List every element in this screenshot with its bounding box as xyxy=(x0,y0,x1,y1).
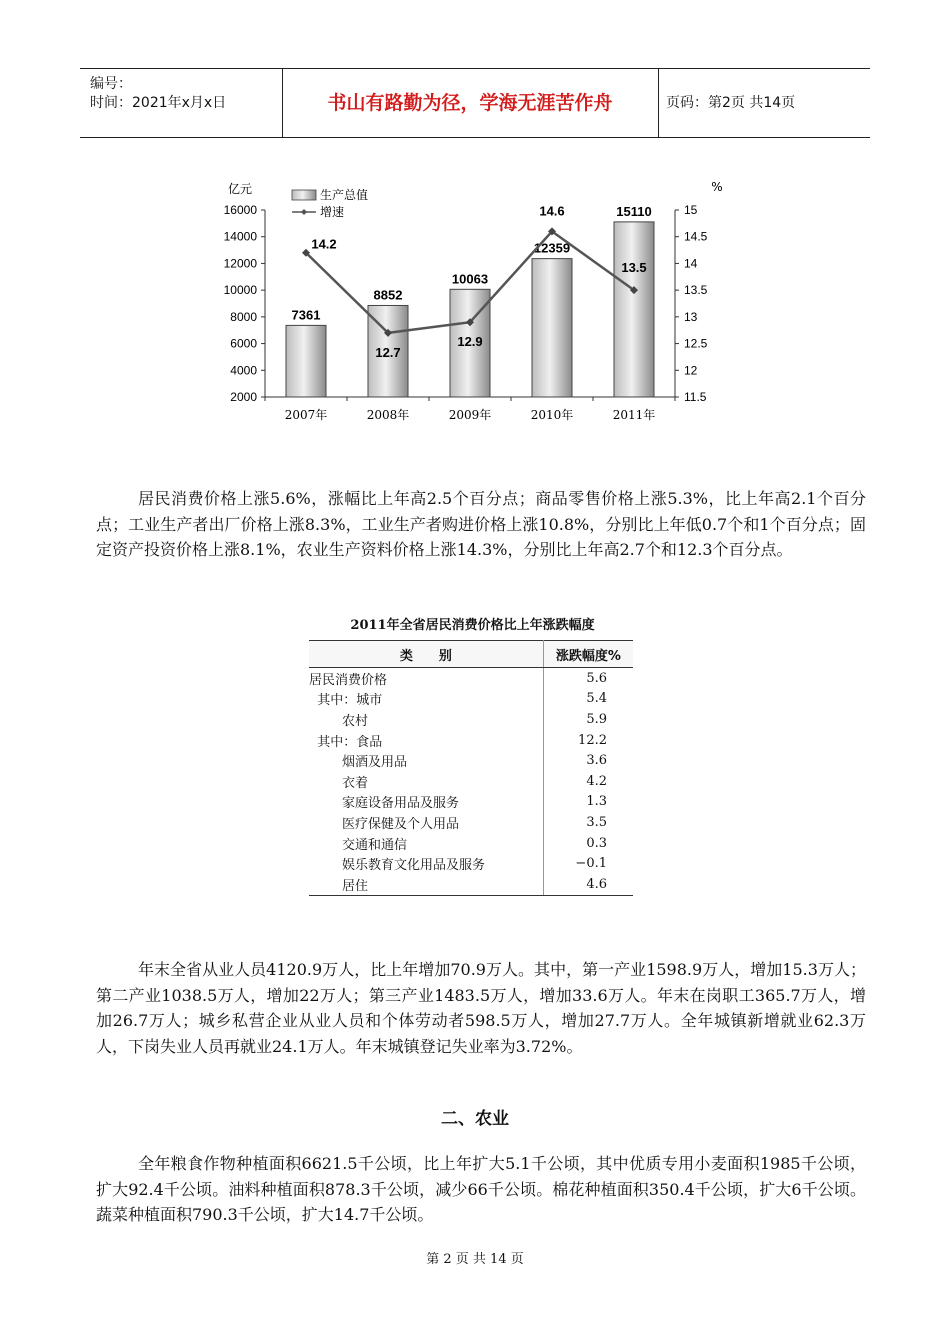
page-footer: 第 2 页 共 14 页 xyxy=(426,1252,524,1267)
prices-paragraph: 居民消费价格上涨5.6%，涨幅比上年高2.5个百分点；商品零售价格上涨5.3%，比上年高2.1个百分点；工业生产者出厂价格上涨8.3%，工业生产者购进价格上涨10.8%，分别比上年低0.7个和1个百分点；固定资产投资价格上涨8.1%，农业生产资料价格上涨14.3%，分别比上年高2.7个和12.3个百分点。 xyxy=(96,489,866,559)
gdp-chart xyxy=(210,168,740,430)
y-tick-label: 16000 xyxy=(223,203,257,217)
y2-tick-label: 12 xyxy=(684,363,698,378)
y-tick-label: 6000 xyxy=(230,336,257,351)
table-row xyxy=(309,771,633,792)
header-meta xyxy=(80,69,283,137)
page-header xyxy=(80,68,870,138)
agriculture-paragraph: 全年粮食作物种植面积6621.5千公顷，比上年扩大5.1千公顷，其中优质专用小麦面积1985千公顷，扩大92.4千公顷。油料种植面积878.3千公顷，减少66千公顷。棉花种植面积350.4千公顷，扩大6千公顷。蔬菜种植面积790.3千公顷，扩大14.7千公顷。 xyxy=(96,1154,866,1224)
x-tick-label: 2009年 xyxy=(448,408,492,422)
y2-tick-label: 12.5 xyxy=(684,336,708,351)
header-page-number: 页码：第2页 共14页 xyxy=(666,95,796,111)
table-row xyxy=(309,750,633,771)
growth-data-label: 12.7 xyxy=(375,344,401,360)
x-tick-label: 2010年 xyxy=(530,408,574,422)
table-row xyxy=(309,853,633,874)
table-row xyxy=(309,874,633,895)
y2-tick-label: 11.5 xyxy=(684,390,707,404)
x-tick-label: 2007年 xyxy=(284,408,328,422)
cpi-category-cell: 交通和通信 xyxy=(309,833,543,854)
cpi-category-cell: 居住 xyxy=(309,874,543,895)
table-row xyxy=(309,709,633,730)
bar xyxy=(532,259,572,397)
cpi-category-cell: 家庭设备用品及服务 xyxy=(309,792,543,813)
cpi-value-cell: 4.6 xyxy=(543,874,633,895)
cpi-category-cell: 烟酒及用品 xyxy=(309,750,543,771)
y-tick-label: 14000 xyxy=(223,229,257,244)
cpi-value-cell: 4.2 xyxy=(586,773,607,789)
cpi-category-cell: 居民消费价格 xyxy=(309,668,543,689)
cpi-value-cell: 1.3 xyxy=(586,794,607,810)
table-row xyxy=(309,833,633,854)
cpi-category-cell: 其中：城市 xyxy=(309,689,543,710)
legend-bar-swatch xyxy=(292,190,316,200)
table-row xyxy=(309,668,633,689)
cpi-value-cell: 3.6 xyxy=(586,753,607,769)
cpi-value-cell: 5.4 xyxy=(586,691,607,707)
cpi-category-cell: 其中：食品 xyxy=(309,730,543,751)
y2-axis-label: % xyxy=(711,180,723,194)
cpi-value-cell: 3.5 xyxy=(586,814,607,830)
bar-data-label: 10063 xyxy=(451,271,489,287)
y2-tick-label: 13.5 xyxy=(684,283,708,298)
y2-tick-label: 13 xyxy=(684,309,698,324)
cpi-value-cell: 5.6 xyxy=(586,670,607,686)
header-number: 编号： xyxy=(90,76,132,92)
y-tick-label: 10000 xyxy=(223,283,257,298)
cpi-value-cell: −0.1 xyxy=(575,856,607,872)
bar xyxy=(286,325,326,397)
bar xyxy=(614,222,654,397)
cpi-table-title: 2011年全省居民消费价格比上年涨跌幅度 xyxy=(350,618,595,633)
y-axis-label: 亿元 xyxy=(228,182,253,196)
cpi-category-cell: 医疗保健及个人用品 xyxy=(309,812,543,833)
cpi-category-cell: 农村 xyxy=(309,709,543,730)
table-row xyxy=(309,730,633,751)
legend-line-marker xyxy=(301,209,307,215)
header-date: 时间：2021年x月x日 xyxy=(90,95,227,111)
bar-data-label: 12359 xyxy=(533,240,571,256)
growth-data-label: 14.2 xyxy=(311,236,337,252)
table-row xyxy=(309,689,633,710)
y-tick-label: 12000 xyxy=(223,256,257,271)
bar-data-label: 8852 xyxy=(373,287,403,303)
growth-data-label: 12.9 xyxy=(457,334,483,350)
bar-data-label: 7361 xyxy=(291,307,321,323)
cpi-value-cell: 12.2 xyxy=(578,732,607,748)
cpi-table xyxy=(309,640,633,896)
y-tick-label: 2000 xyxy=(230,390,257,404)
table-row xyxy=(309,812,633,833)
employment-paragraph: 年末全省从业人员4120.9万人，比上年增加70.9万人。其中，第一产业1598.9万人，增加15.3万人；第二产业1038.5万人，增加22万人；第三产业1483.5万人，增加33.6万人。年末在岗职工365.7万人，增加26.7万人；城乡私营企业从业人员和个体劳动者598.5万人，增加27.7万人。全年城镇新增就业62.3万人，下岗失业人员再就业24.1万人。年末城镇登记失业率为3.72%。 xyxy=(96,960,866,1056)
cpi-header-category: 类 别 xyxy=(309,641,543,668)
cpi-category-cell: 衣着 xyxy=(309,771,543,792)
section-title-agriculture: 二、农业 xyxy=(441,1109,509,1129)
cpi-value-cell: 5.9 xyxy=(586,711,607,727)
legend-bar-label: 生产总值 xyxy=(320,188,369,202)
y2-tick-label: 15 xyxy=(684,203,698,217)
x-tick-label: 2011年 xyxy=(612,408,656,422)
cpi-category-cell: 娱乐教育文化用品及服务 xyxy=(309,853,543,874)
table-row xyxy=(309,792,633,813)
header-motto: 书山有路勤为径，学海无涯苦作舟 xyxy=(282,69,659,137)
growth-data-label: 14.6 xyxy=(539,203,565,219)
legend-line-label: 增速 xyxy=(320,205,345,219)
growth-data-label: 13.5 xyxy=(621,260,647,276)
y-tick-label: 4000 xyxy=(230,363,257,378)
y2-tick-label: 14 xyxy=(684,256,698,271)
y-tick-label: 8000 xyxy=(230,309,257,324)
cpi-value-cell: 0.3 xyxy=(586,835,607,851)
y2-tick-label: 14.5 xyxy=(684,229,708,244)
cpi-table-header-row xyxy=(309,641,633,668)
bar-data-label: 15110 xyxy=(616,203,652,219)
x-tick-label: 2008年 xyxy=(366,408,410,422)
cpi-header-change: 涨跌幅度% xyxy=(543,641,633,668)
